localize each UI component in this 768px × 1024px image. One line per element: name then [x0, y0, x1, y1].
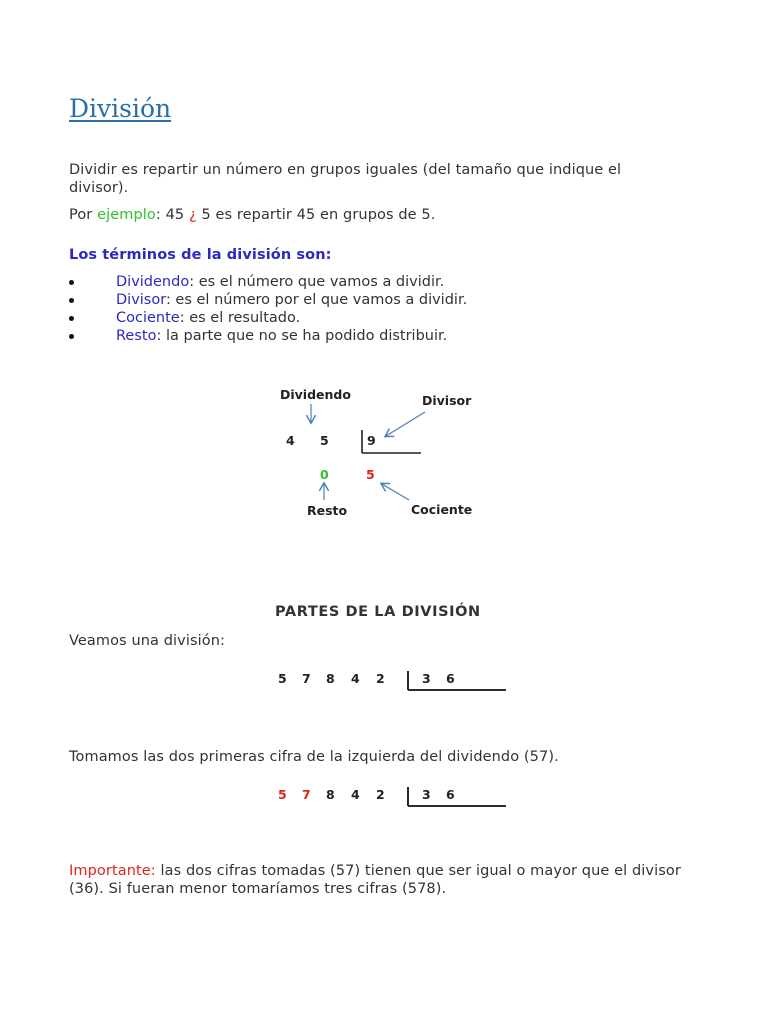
divisor-digit: 9 — [367, 433, 376, 448]
page-title: División — [69, 94, 172, 123]
division-diagram — [270, 380, 490, 525]
division-symbol: ¿ — [188, 207, 197, 223]
term-name: Cociente — [116, 310, 180, 326]
dividend-digit: 4 — [351, 787, 360, 802]
arrow-quotient-icon — [382, 484, 409, 500]
bullet-icon — [69, 316, 74, 321]
list-item — [69, 309, 467, 327]
division-example-2 — [270, 787, 510, 811]
list-item — [69, 327, 467, 345]
important-text: las dos cifras tomadas (57) tienen que ser igual o mayor que el divisor (36). Si fueran menor tomaríamos tres cifras (578). — [69, 863, 681, 897]
terms-list — [69, 273, 467, 345]
label-remainder: Resto — [307, 503, 348, 518]
example-highlight: ejemplo — [97, 207, 156, 223]
divisor-digit: 6 — [446, 787, 455, 802]
terms-heading: Los términos de la división son: — [69, 247, 332, 263]
example-text-after: 5 es repartir 45 en grupos de 5. — [196, 207, 436, 223]
label-dividend: Dividendo — [280, 387, 351, 402]
intro-paragraph: Dividir es repartir un número en grupos iguales (del tamaño que indique el divisor). — [69, 162, 622, 196]
divisor-digit: 3 — [422, 787, 431, 802]
dividend-digit: 2 — [376, 787, 385, 802]
label-divisor: Divisor — [422, 393, 472, 408]
dividend-digit: 8 — [326, 671, 335, 686]
term-name: Divisor — [116, 292, 166, 308]
step-text: Tomamos las dos primeras cifra de la izquierda del dividendo (57). — [69, 749, 559, 765]
divisor-digit: 6 — [446, 671, 455, 686]
bullet-icon — [69, 280, 74, 285]
dividend-digit: 8 — [326, 787, 335, 802]
division-bracket — [270, 671, 510, 695]
list-item — [69, 291, 467, 309]
term-name: Dividendo — [116, 274, 190, 290]
bullet-icon — [69, 298, 74, 303]
bullet-icon — [69, 334, 74, 339]
dividend-digit-highlighted: 5 — [278, 787, 287, 802]
term-description: : es el número por el que vamos a dividir. — [165, 292, 468, 308]
division-bracket — [270, 787, 510, 811]
dividend-digit: 5 — [278, 671, 287, 686]
lead-in-text: Veamos una división: — [69, 633, 226, 649]
diagram-lines — [270, 380, 490, 525]
important-label: Importante: — [69, 863, 156, 879]
remainder-digit: 0 — [320, 467, 329, 482]
dividend-digit: 7 — [302, 671, 311, 686]
dividend-digit: 4 — [286, 433, 295, 448]
important-note — [69, 862, 684, 898]
division-example-1 — [270, 671, 510, 695]
example-prefix: Por — [69, 207, 98, 223]
example-text-before: : 45 — [155, 207, 189, 223]
divisor-digit: 3 — [422, 671, 431, 686]
term-name: Resto — [116, 328, 157, 344]
dividend-digit: 2 — [376, 671, 385, 686]
quotient-digit: 5 — [366, 467, 375, 482]
term-description: : es el resultado. — [179, 310, 301, 326]
dividend-digit: 5 — [320, 433, 329, 448]
example-paragraph — [69, 206, 435, 224]
term-description: : la parte que no se ha podido distribuir. — [156, 328, 448, 344]
label-quotient: Cociente — [411, 502, 473, 517]
dividend-digit: 4 — [351, 671, 360, 686]
term-description: : es el número que vamos a dividir. — [189, 274, 445, 290]
section-heading: PARTES DE LA DIVISIÓN — [275, 604, 481, 620]
dividend-digit-highlighted: 7 — [302, 787, 311, 802]
list-item — [69, 273, 467, 291]
arrow-divisor-icon — [386, 412, 425, 436]
